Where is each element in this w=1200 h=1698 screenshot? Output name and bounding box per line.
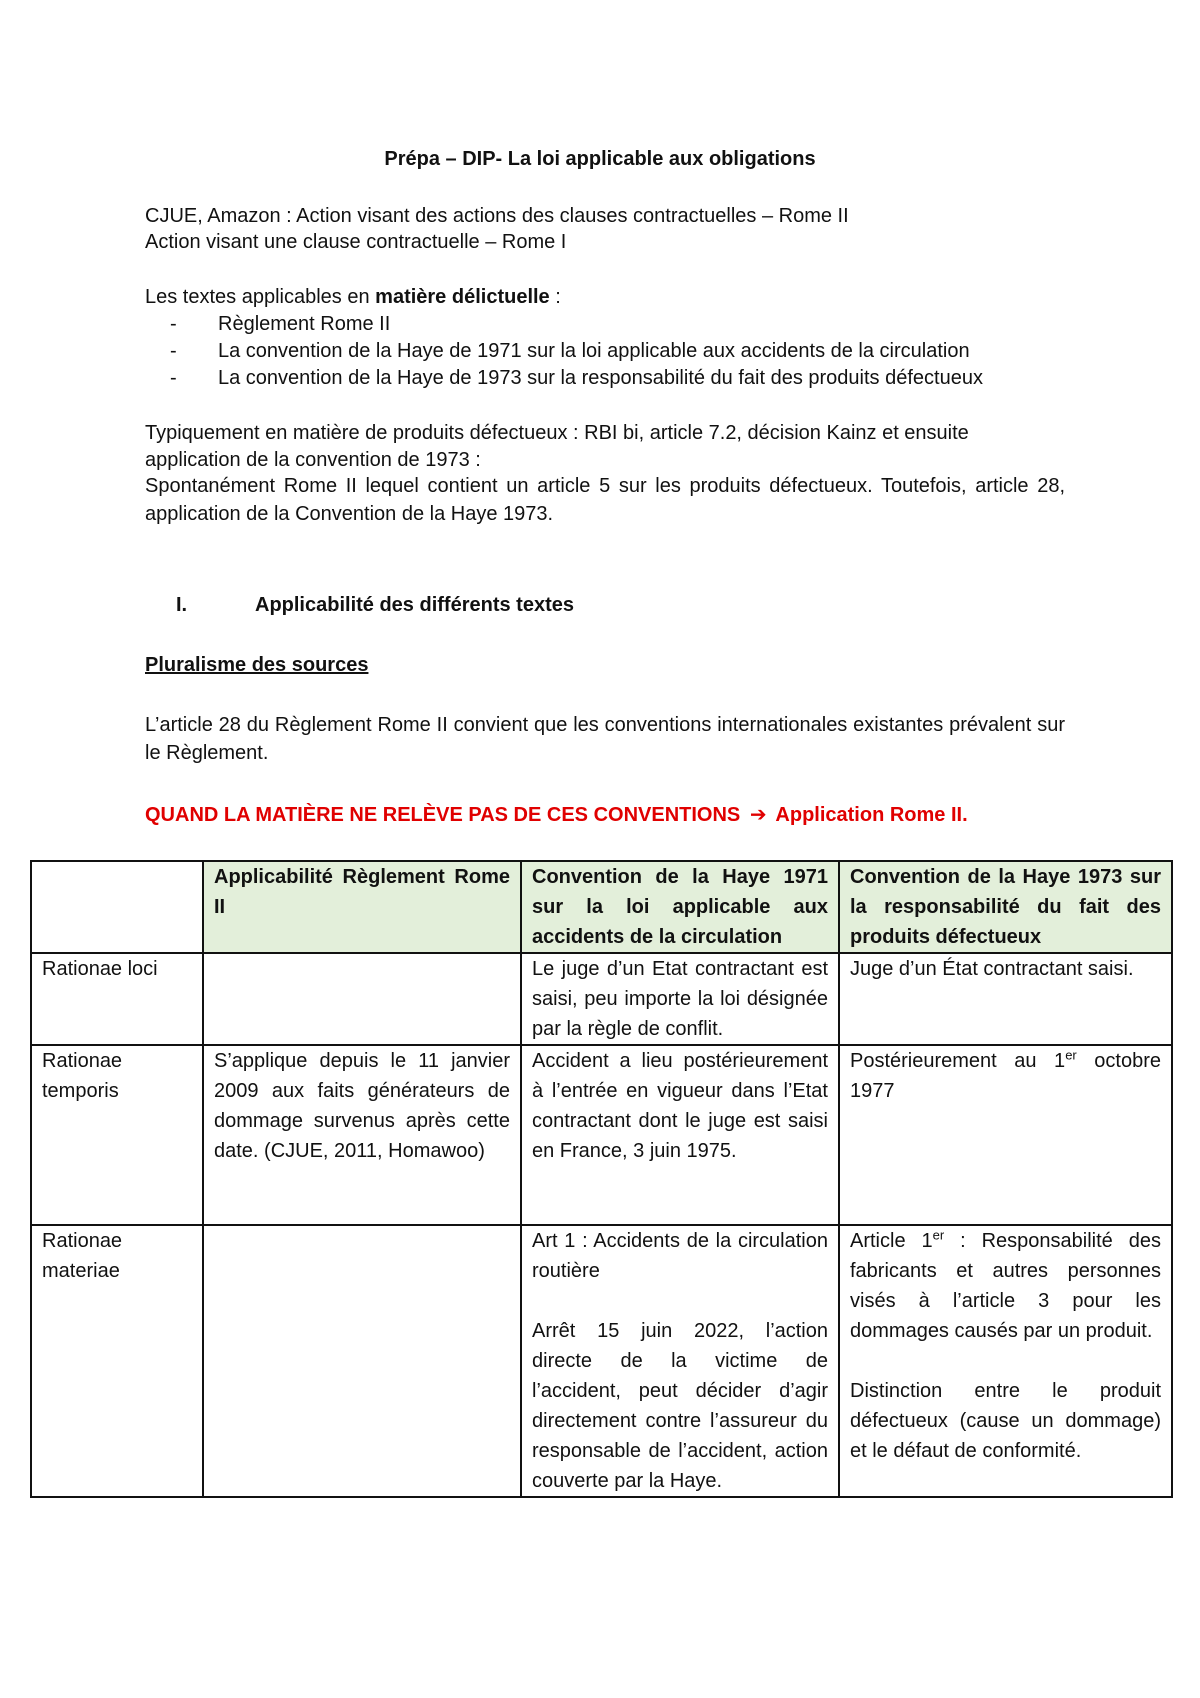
list-item-text: La convention de la Haye de 1971 sur la loi applicable aux accidents de la circulation: [218, 340, 970, 362]
table-cell: [839, 1045, 1172, 1225]
table-row: [31, 1045, 1172, 1225]
table-cell: Le juge d’un Etat contractant est saisi, peu importe la loi désignée par la règle de conflit.: [521, 953, 839, 1045]
cell-text: Article 1: [850, 1230, 933, 1252]
list-item-text: La convention de la Haye de 1973 sur la responsabilité du fait des produits défectueux: [218, 367, 983, 389]
table-cell: [203, 953, 521, 1045]
section-heading: Applicabilité des différents textes: [255, 594, 574, 616]
table-header-row: [31, 861, 1172, 953]
paragraph-3: L’article 28 du Règlement Rome II convient que les conventions internationales existantes prévalent sur le Règlement.: [145, 714, 1065, 764]
table-cell: Accident a lieu postérieurement à l’entrée en vigueur dans l’Etat contractant dont le juge est saisi en France, 3 juin 1975.: [521, 1045, 839, 1225]
section-number: I.: [176, 594, 188, 616]
texts-intro-suffix: :: [549, 286, 561, 308]
list-item-text: Règlement Rome II: [218, 313, 391, 335]
row-label: Rationae loci: [31, 953, 203, 1045]
texts-intro-prefix: Les textes applicables en: [145, 286, 376, 308]
red-callout-text: QUAND LA MATIÈRE NE RELÈVE PAS DE CES CONVENTIONS: [145, 804, 741, 826]
intro-line-1: CJUE, Amazon : Action visant des actions des clauses contractuelles – Rome II: [145, 205, 849, 227]
row-label: Rationae materiae: [31, 1225, 203, 1497]
table-cell: [521, 1225, 839, 1497]
bullet-dash: -: [170, 313, 177, 335]
texts-intro: [145, 284, 1065, 310]
bullet-dash: -: [170, 367, 177, 389]
cell-paragraph: Distinction entre le produit défectueux (cause un dommage) et le défaut de conformité.: [850, 1380, 1161, 1462]
cell-text: octobre 1977: [850, 1050, 1161, 1102]
paragraph-1-line-1: Typiquement en matière de produits défectueux : RBI bi, article 7.2, décision Kainz et ensuite: [145, 422, 969, 444]
cell-paragraph: Art 1 : Accidents de la circulation routière: [532, 1230, 828, 1282]
table-row: [31, 953, 1172, 1045]
superscript: er: [932, 1227, 945, 1243]
comparison-table: [30, 860, 1173, 1498]
document-title: Prépa – DIP- La loi applicable aux obligations: [384, 148, 816, 170]
table-header-cell: Convention de la Haye 1973 sur la responsabilité du fait des produits défectueux: [839, 861, 1172, 953]
table-header-cell: Convention de la Haye 1971 sur la loi applicable aux accidents de la circulation: [521, 861, 839, 953]
texts-intro-bold: matière délictuelle: [375, 286, 550, 308]
list-item: [170, 311, 1070, 337]
table-row: [31, 1225, 1172, 1497]
table-cell: [203, 1225, 521, 1497]
table-cell: Juge d’un État contractant saisi.: [839, 953, 1172, 1045]
table-header-cell: [31, 861, 203, 953]
paragraph-1-line-2: application de la convention de 1973 :: [145, 449, 481, 471]
superscript: er: [1065, 1047, 1077, 1063]
table-header-cell: Applicabilité Règlement Rome II: [203, 861, 521, 953]
arrow-right-icon: ➔: [749, 804, 767, 826]
bullet-dash: -: [170, 340, 177, 362]
cell-text: : Responsabilité des fabricants et autres personnes visés à l’article 3 pour les dommages causés par un produit.: [850, 1230, 1161, 1342]
table-cell: [839, 1225, 1172, 1497]
list-item: [170, 365, 1070, 391]
cell-text: Postérieurement au 1: [850, 1050, 1066, 1072]
cell-paragraph: Arrêt 15 juin 2022, l’action directe de la victime de l’accident, peut décider d’agir directement contre l’assureur du responsable de l’accident, action couverte par la Haye.: [532, 1320, 828, 1492]
list-item: [170, 338, 1070, 364]
red-callout: [145, 802, 968, 828]
intro-line-2: Action visant une clause contractuelle – Rome I: [145, 231, 567, 253]
table-cell: S’applique depuis le 11 janvier 2009 aux faits générateurs de dommage survenus après cette date. (CJUE, 2011, Homawoo): [203, 1045, 521, 1225]
red-callout-suffix: Application Rome II.: [775, 804, 968, 826]
paragraph-2: Spontanément Rome II lequel contient un article 5 sur les produits défectueux. Toutefois, article 28, application de la Convention de la Haye 1973.: [145, 475, 1065, 525]
row-label: Rationae temporis: [31, 1045, 203, 1225]
subheading: Pluralisme des sources: [145, 654, 369, 676]
